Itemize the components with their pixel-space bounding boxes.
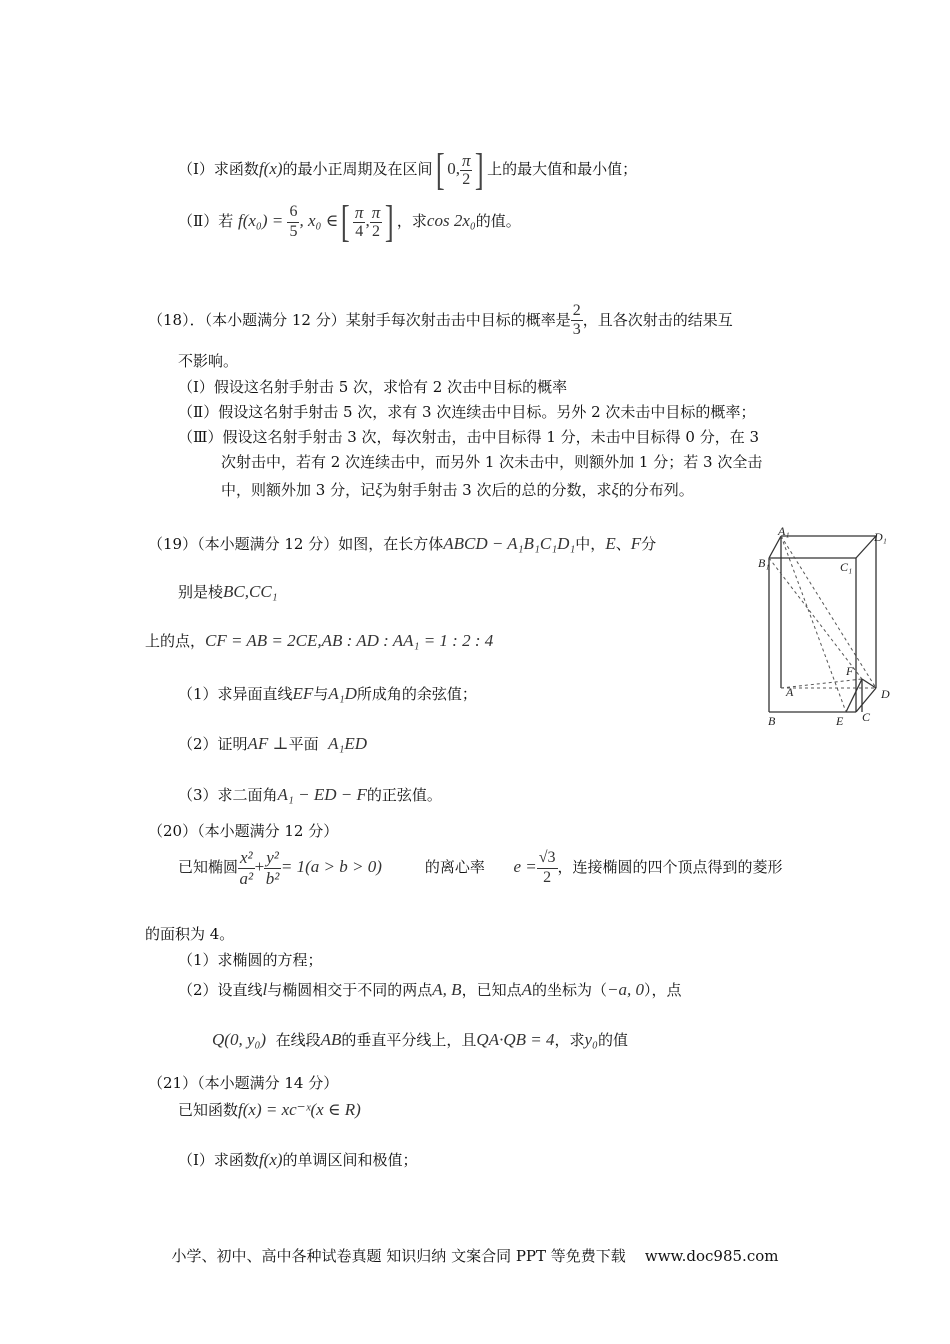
q19-header: （19）（本小题满分 12 分）如图，在长方体ABCD − A₁B₁C₁D₁中，E、F分 (148, 534, 657, 553)
label-A1: A₁ (778, 525, 790, 538)
math-fx: f(x) (258, 159, 283, 178)
q20-part-2-cont: Q(0, y₀) 在线段AB的垂直平分线上，且QA·QB = 4，求y₀的值 (212, 1030, 628, 1049)
label-D: D (881, 687, 890, 701)
label-C1: C₁ (840, 560, 853, 574)
q19-line2: 别是棱BC,CC₁ (178, 582, 278, 601)
q18-part-i: （Ⅰ）假设这名射手射击 5 次，求恰有 2 次击中目标的概率 (178, 378, 568, 396)
q18-line2: 不影响。 (178, 352, 239, 370)
q17-part-ii: （Ⅱ）若 f(x₀) = $\frac{6}{5}$ , x₀ ∈[ $\frac{\pi}{4}$ , $\frac{\pi}{2}$ ] ，求cos 2x₀的值。 (178, 197, 521, 246)
q21-line1: 已知函数f(x) = xc⁻ˣ(x ∈ R) (178, 1100, 361, 1119)
q21-part-i: （Ⅰ）求函数f(x)的单调区间和极值； (178, 1150, 418, 1169)
label-C: C (862, 710, 871, 724)
q20-line1: 已知椭圆 $\frac{\text{x²}}{\text{a²}}$ + $\frac{\text{y²}}{\text{b²}}$ = 1(a > b > 0) 的离心率 e = $\frac{√3}{2}$ ，连接椭圆的四个顶点得到的菱形 (178, 848, 783, 888)
q19-part-3: （3）求二面角A₁ − ED − F的正弦值。 (178, 785, 442, 804)
label-E: E (836, 714, 844, 728)
q19-part-1: （1）求异面直线EF与A₁D所成角的余弦值； (178, 684, 477, 703)
q19-part-2: （2）证明AF ⊥平面 A₁ED (178, 734, 368, 753)
label-A: A (786, 685, 794, 699)
q19-line3: 上的点，CF = AB = 2CE,AB : AD : AA₁ = 1 : 2 : 4 (145, 631, 494, 650)
q20-line2: 的面积为 4。 (145, 925, 235, 943)
q17-part-i: （Ⅰ）求函数f(x)的最小正周期及在区间[ 0, $\frac{\pi}{2}$ ] 上的最大值和最小值； (178, 145, 638, 194)
footer-text: 小学、初中、高中各种试卷真题 知识归纳 文案合同 PPT 等免费下载 (171, 1247, 626, 1265)
footer-site-link[interactable]: www.doc985.com (644, 1247, 779, 1265)
label-B: B (768, 714, 776, 728)
label-F: F (846, 664, 854, 678)
q20-header: （20）（本小题满分 12 分） (148, 822, 339, 840)
cuboid-figure (758, 525, 898, 730)
q20-part-1: （1）求椭圆的方程； (178, 951, 323, 969)
q18-part-iii-1: （Ⅲ）假设这名射手射击 3 次，每次射击，击中目标得 1 分，未击中目标得 0 分，在 3 (178, 428, 760, 446)
q18-header: （18）．（本小题满分 12 分）某射手每次射击击中目标的概率是 $\frac{2}{3}$ ，且各次射击的结果互 (148, 302, 733, 339)
page-footer (0, 1245, 950, 1266)
q20-part-2: （2）设直线l与椭圆相交于不同的两点A, B，已知点A的坐标为（−a, 0），点 (178, 980, 682, 999)
q18-part-ii: （Ⅱ）假设这名射手射击 5 次，求有 3 次连续击中目标。另外 2 次未击中目标的概率； (178, 403, 756, 421)
q18-part-iii-3: 中，则额外加 3 分，记ξ为射手射击 3 次后的总的分数，求ξ的分布列。 (221, 480, 694, 499)
label-D1: D₁ (874, 530, 887, 544)
q21-header: （21）（本小题满分 14 分） (148, 1074, 339, 1092)
label-B1: B₁ (758, 556, 770, 570)
q18-part-iii-2: 次射击中，若有 2 次连续击中，而另外 1 次未击中，则额外加 1 分；若 3 次全击 (221, 453, 763, 471)
